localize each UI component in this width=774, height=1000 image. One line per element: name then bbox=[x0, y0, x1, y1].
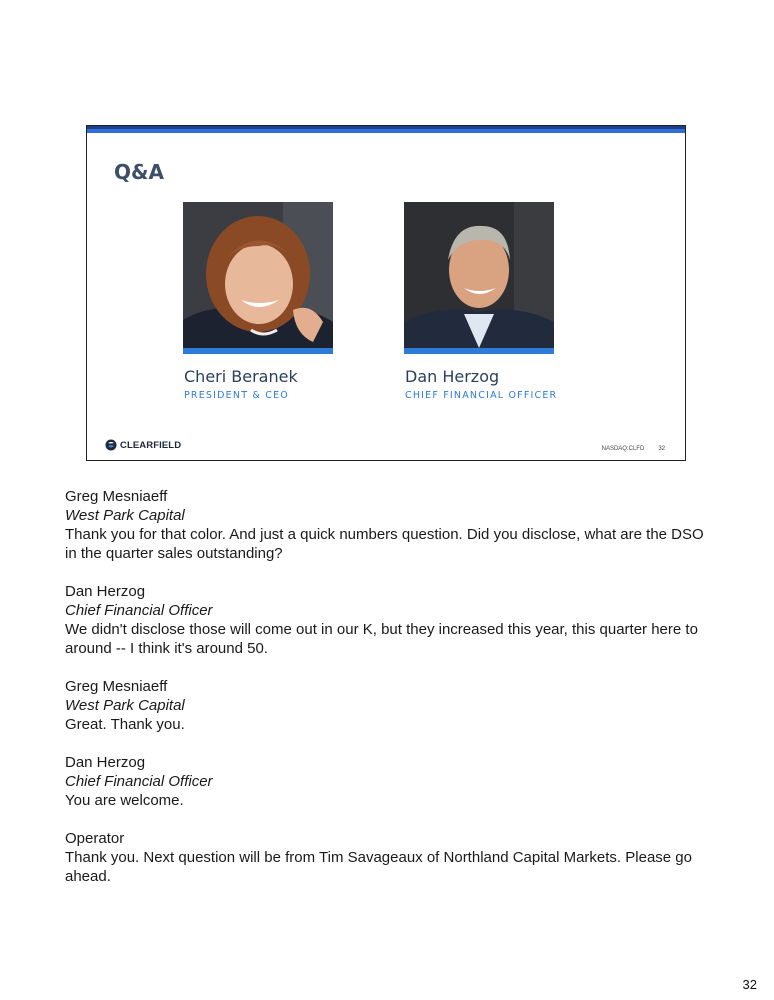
slide-image bbox=[86, 125, 686, 461]
speaker-name: Greg Mesniaeff bbox=[65, 678, 168, 695]
clearfield-logo-icon bbox=[105, 439, 117, 451]
person-name-2: Dan Herzog bbox=[405, 367, 500, 386]
speaker-text: You are welcome. bbox=[65, 792, 184, 809]
speaker-name: Operator bbox=[65, 830, 125, 847]
footer-slide-number: 32 bbox=[658, 446, 665, 452]
speaker-affiliation: West Park Capital bbox=[65, 697, 185, 714]
transcript-entry bbox=[65, 487, 705, 563]
speaker-affiliation: Chief Financial Officer bbox=[65, 602, 213, 619]
transcript-entry bbox=[65, 677, 705, 734]
slide-title: Q&A bbox=[114, 160, 164, 184]
slide-top-bar bbox=[87, 126, 685, 133]
logo-text: CLEARFIELD bbox=[120, 439, 182, 451]
transcript-entry bbox=[65, 582, 705, 658]
speaker-name: Dan Herzog bbox=[65, 754, 146, 771]
speaker-text: Great. Thank you. bbox=[65, 716, 185, 733]
speaker-text: We didn't disclose those will come out in our K, but they increased this year, this quarter here to around -- I think it's around 50. bbox=[65, 621, 698, 657]
speaker-text: Thank you for that color. And just a quick numbers question. Did you disclose, what are the DSO in the quarter sales outstanding? bbox=[65, 526, 704, 562]
footer-ticker: NASDAQ:CLFD bbox=[601, 446, 645, 452]
speaker-affiliation: West Park Capital bbox=[65, 507, 185, 524]
transcript-entry bbox=[65, 753, 705, 810]
person-title-1: PRESIDENT & CEO bbox=[184, 390, 289, 401]
speaker-name: Greg Mesniaeff bbox=[65, 488, 168, 505]
slide-footer bbox=[602, 446, 665, 452]
photo-dan-herzog bbox=[404, 202, 554, 354]
transcript-entry bbox=[65, 829, 705, 886]
clearfield-logo bbox=[105, 439, 181, 451]
person-title-2: CHIEF FINANCIAL OFFICER bbox=[405, 390, 558, 401]
photo-cheri-beranek bbox=[183, 202, 333, 354]
person-name-1: Cheri Beranek bbox=[184, 367, 298, 386]
speaker-affiliation: Chief Financial Officer bbox=[65, 773, 213, 790]
speaker-text: Thank you. Next question will be from Tim Savageaux of Northland Capital Markets. Please go ahead. bbox=[65, 849, 692, 885]
page-number: 32 bbox=[742, 977, 757, 992]
transcript bbox=[65, 487, 705, 905]
speaker-name: Dan Herzog bbox=[65, 583, 146, 600]
